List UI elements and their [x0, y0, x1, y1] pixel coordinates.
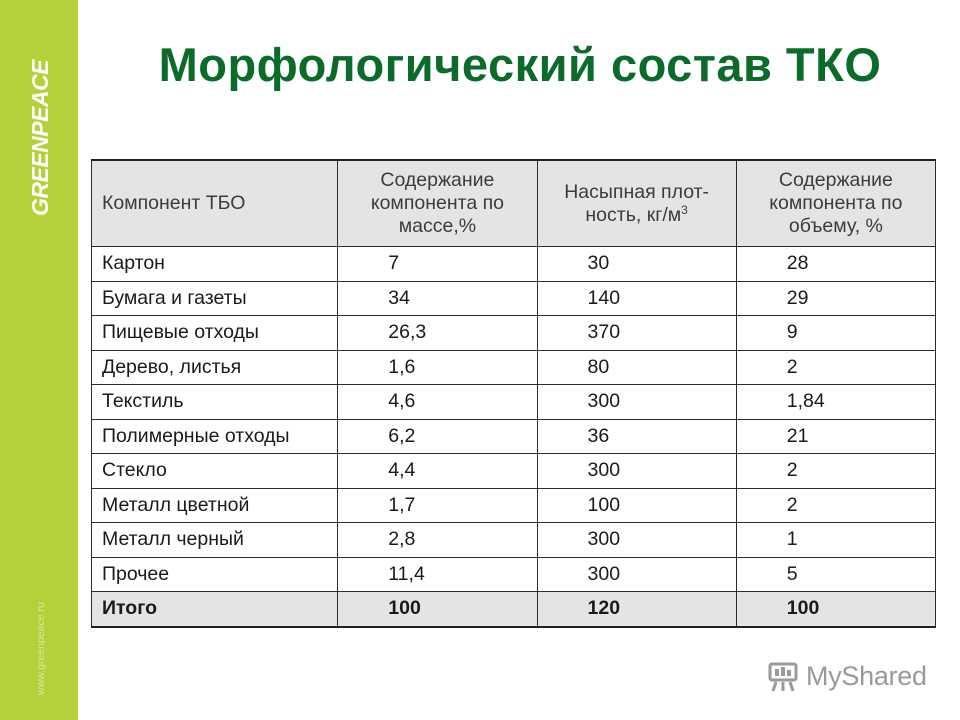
cell-density: 80 — [537, 350, 736, 385]
table-header-row — [92, 160, 936, 247]
cell-density: 140 — [537, 281, 736, 316]
table-row — [92, 247, 936, 282]
cell-mass: 6,2 — [338, 419, 537, 454]
cell-component: Дерево, листья — [92, 350, 338, 385]
total-volume: 100 — [736, 592, 935, 627]
table-row — [92, 281, 936, 316]
table-total-row — [92, 592, 936, 627]
cell-component: Бумага и газеты — [92, 281, 338, 316]
cell-component: Картон — [92, 247, 338, 282]
cell-volume: 1 — [736, 523, 935, 558]
cell-mass: 4,4 — [338, 454, 537, 489]
cell-volume: 29 — [736, 281, 935, 316]
table-row — [92, 557, 936, 592]
header-volume-content: Содержание компонента по объему, % — [736, 160, 935, 247]
table-row — [92, 350, 936, 385]
cell-density: 300 — [537, 523, 736, 558]
cell-mass: 26,3 — [338, 316, 537, 351]
cell-component: Металл черный — [92, 523, 338, 558]
cell-mass: 2,8 — [338, 523, 537, 558]
cell-mass: 34 — [338, 281, 537, 316]
cell-density: 300 — [537, 385, 736, 420]
cell-mass: 11,4 — [338, 557, 537, 592]
table-row — [92, 419, 936, 454]
cell-density: 36 — [537, 419, 736, 454]
header-mass-content: Содержание компонента по массе,% — [338, 160, 537, 247]
page-title: Морфологический состав ТКО — [158, 38, 882, 91]
myshared-watermark[interactable] — [766, 656, 936, 696]
table-row — [92, 488, 936, 523]
header-component: Компонент ТБО — [92, 160, 338, 247]
total-mass: 100 — [338, 592, 537, 627]
table-row — [92, 523, 936, 558]
table-row — [92, 385, 936, 420]
cell-component: Прочее — [92, 557, 338, 592]
cell-mass: 1,6 — [338, 350, 537, 385]
cell-mass: 7 — [338, 247, 537, 282]
header-bulk-density-text: Насыпная плот-ность, кг/м — [564, 180, 710, 226]
cell-density: 100 — [537, 488, 736, 523]
side-band — [0, 0, 78, 720]
header-bulk-density-sup: 3 — [681, 202, 688, 217]
composition-table — [91, 159, 936, 628]
cell-component: Пищевые отходы — [92, 316, 338, 351]
cell-volume: 1,84 — [736, 385, 935, 420]
table-row — [92, 316, 936, 351]
cell-density: 300 — [537, 557, 736, 592]
cell-component: Металл цветной — [92, 488, 338, 523]
cell-density: 30 — [537, 247, 736, 282]
cell-volume: 9 — [736, 316, 935, 351]
cell-volume: 5 — [736, 557, 935, 592]
svg-text:www.greenpeace.ru: www.greenpeace.ru — [35, 602, 47, 695]
cell-component: Текстиль — [92, 385, 338, 420]
cell-mass: 4,6 — [338, 385, 537, 420]
cell-volume: 21 — [736, 419, 935, 454]
myshared-text: MyShared — [806, 660, 927, 691]
total-label: Итого — [92, 592, 338, 627]
cell-volume: 2 — [736, 454, 935, 489]
cell-component: Полимерные отходы — [92, 419, 338, 454]
cell-density: 370 — [537, 316, 736, 351]
cell-volume: 28 — [736, 247, 935, 282]
cell-density: 300 — [537, 454, 736, 489]
greenpeace-logo — [26, 28, 56, 218]
cell-component: Стекло — [92, 454, 338, 489]
header-bulk-density — [537, 160, 736, 247]
greenpeace-url — [30, 570, 50, 700]
cell-volume: 2 — [736, 488, 935, 523]
myshared-logo-icon — [766, 658, 802, 694]
cell-mass: 1,7 — [338, 488, 537, 523]
total-density: 120 — [537, 592, 736, 627]
table-row — [92, 454, 936, 489]
cell-volume: 2 — [736, 350, 935, 385]
svg-text:GREENPEACE: GREENPEACE — [27, 59, 53, 216]
